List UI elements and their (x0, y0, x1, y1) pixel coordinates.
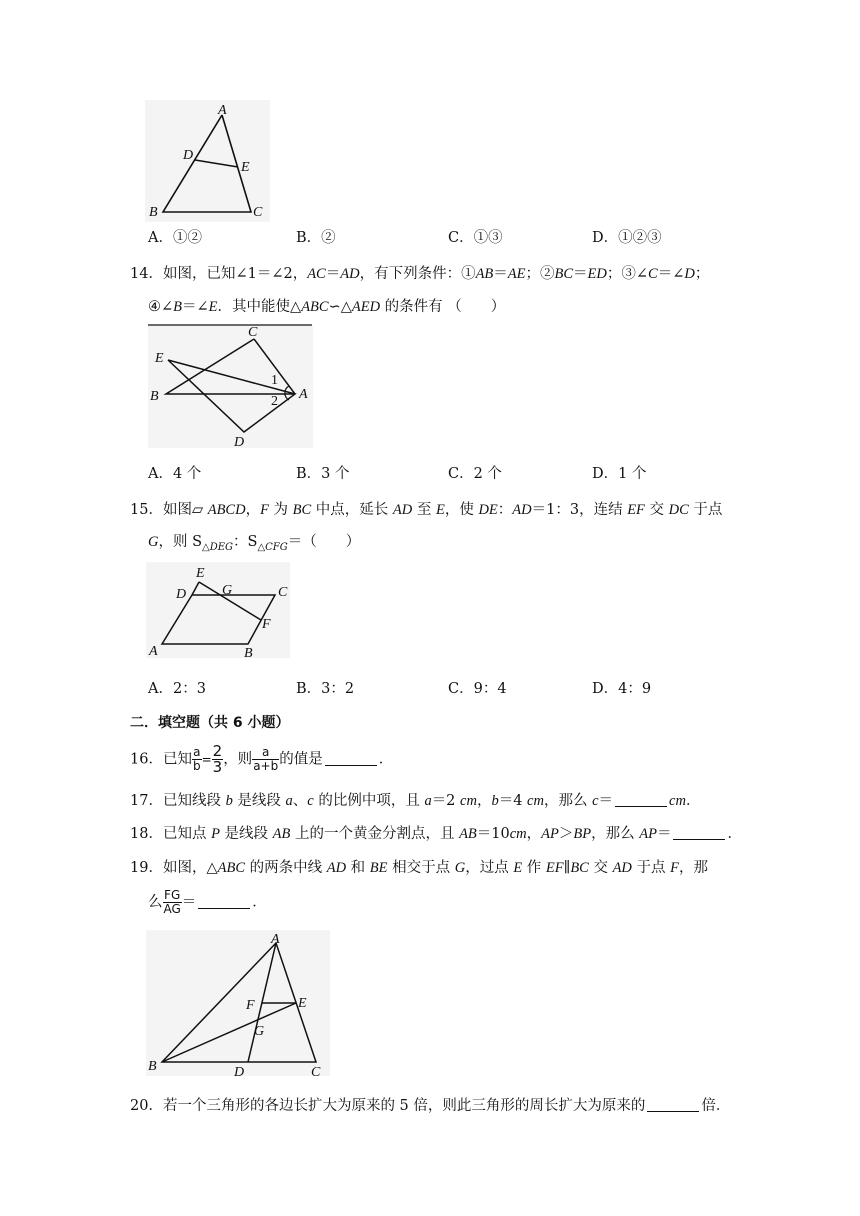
label-c: C (278, 585, 288, 600)
q18-var: AB (272, 826, 291, 842)
label-a: A (271, 932, 280, 947)
q17-unit: cm (669, 793, 686, 809)
q15-text: ，则 S (158, 534, 203, 550)
q14-var: AE (507, 266, 526, 282)
q14-line-1 (130, 262, 709, 283)
q14-var: D (684, 266, 695, 282)
q17-text: ． (685, 793, 701, 809)
q15-text: 为 (268, 502, 293, 518)
label-b: B (148, 1059, 157, 1074)
q18-answer-blank[interactable] (673, 825, 725, 840)
q14-var: AD (340, 266, 360, 282)
q15-text: ： (497, 502, 513, 518)
q18-text: ． (727, 826, 742, 842)
q14-text: ＝∠ (657, 266, 685, 282)
label-d: D (183, 148, 194, 163)
label-c: C (311, 1065, 321, 1078)
q17-var: b (491, 793, 499, 809)
figure-13-triangle (140, 100, 280, 222)
q16-number: 16． (130, 751, 163, 768)
q17-text: 已知线段 (162, 793, 226, 809)
q18-text: ，那么 (591, 826, 640, 842)
q17-answer-blank[interactable] (615, 792, 667, 807)
label-e: E (196, 566, 205, 581)
q17-text: ＝ (598, 793, 614, 809)
q14-text: ＝ (493, 266, 508, 282)
q16-line (130, 744, 393, 775)
q19-text: 如图，△ (162, 860, 218, 876)
q15-var: E (435, 502, 445, 518)
label-d: D (234, 1065, 245, 1078)
q14-text: ＝ (573, 266, 588, 282)
q18-text: ， (526, 826, 542, 842)
figure-13-background (145, 100, 270, 222)
q19-var: G (454, 860, 466, 876)
q13-option-b[interactable]: B．② (296, 230, 336, 246)
fraction-denominator: 3 (212, 758, 223, 776)
q18-text: ＝ (656, 826, 672, 842)
q14-var: B (173, 299, 183, 315)
q14-option-b[interactable]: B．3 个 (296, 466, 350, 482)
label-d: D (234, 435, 245, 450)
q14-text: ；② (525, 266, 555, 282)
q15-option-a[interactable]: A．2：3 (148, 681, 206, 697)
q20-number: 20． (130, 1098, 163, 1114)
q18-line (130, 822, 742, 843)
q18-number: 18． (130, 826, 163, 842)
q20-text: 倍． (701, 1098, 731, 1114)
q19-text: 交 (588, 860, 613, 876)
q16-equals: = (201, 752, 212, 767)
q15-var: EF (627, 502, 645, 518)
q16-text: ． (378, 751, 394, 768)
q15-var: AD (392, 502, 413, 518)
q15-var: AD (512, 502, 532, 518)
section-heading-fill-in: 二．填空题（共 6 小题） (130, 715, 290, 731)
fraction-denominator: b (192, 759, 201, 773)
q14-text: ，有下列条件：① (359, 266, 476, 282)
q19-var: EF (545, 860, 564, 876)
q18-text: 是线段 (219, 826, 273, 842)
q18-var: BP (573, 826, 592, 842)
q14-var: C (648, 266, 658, 282)
q16-text: 的值是 (279, 751, 323, 768)
label-f: F (262, 617, 271, 632)
q14-text: 的条件有 （ ） (380, 299, 506, 315)
q14-var: AED (351, 299, 381, 315)
q14-var: E (208, 299, 218, 315)
fraction-fg-over-ag (163, 889, 182, 916)
fraction-numerator: FG (164, 888, 181, 902)
q15-var: G (148, 534, 159, 550)
q18-text: 已知点 (162, 826, 212, 842)
q14-var: AC (307, 266, 326, 282)
q15-text: 于点 (688, 502, 723, 518)
q15-option-c[interactable]: C．9：4 (448, 681, 507, 697)
q14-text: 如图，已知∠1＝∠2， (162, 266, 308, 282)
label-c: C (248, 325, 258, 340)
q17-var: a (285, 793, 293, 809)
label-e: E (155, 351, 164, 366)
q19-line-2 (148, 889, 267, 916)
q19-var: AD (612, 860, 632, 876)
q14-text: ；③∠ (606, 266, 649, 282)
q17-var: c (592, 793, 599, 809)
q13-option-c[interactable]: C．①③ (448, 230, 503, 246)
q15-text: ，使 (444, 502, 479, 518)
q14-text: ．其中能使△ (217, 299, 302, 315)
q14-var: ABC (301, 299, 329, 315)
q14-option-a[interactable]: A．4 个 (148, 466, 202, 482)
q15-text: ：S (233, 534, 258, 550)
q15-number: 15． (130, 502, 163, 518)
q15-var: BC (292, 502, 312, 518)
q17-text: ， (476, 793, 492, 809)
label-g: G (254, 1024, 265, 1039)
q14-text: ＝∠ (182, 299, 209, 315)
q19-line-1 (130, 856, 708, 877)
q19-var: BE (369, 860, 388, 876)
q15-line-1 (130, 498, 722, 519)
q15-var: DC (668, 502, 689, 518)
label-a: A (149, 644, 158, 659)
q14-number: 14． (130, 266, 163, 282)
q20-text: 若一个三角形的各边长扩大为原来的 5 倍，则此三角形的周长扩大为原来的 (162, 1098, 646, 1114)
q19-text: ，过点 (465, 860, 514, 876)
q14-var: AB (475, 266, 494, 282)
figure-19-triangle-medians (140, 928, 335, 1078)
q17-text: 是线段 (232, 793, 286, 809)
fraction-2-over-3 (212, 744, 224, 775)
label-e: E (241, 160, 250, 175)
q14-text: ； (694, 266, 710, 282)
q19-text: 么 (148, 894, 163, 911)
q15-text: 至 (412, 502, 436, 518)
q19-answer-blank[interactable] (198, 894, 250, 909)
q15-var: ABCD (207, 502, 246, 518)
q15-var: F (260, 502, 269, 518)
fraction-numerator: a (193, 745, 201, 759)
q15-var: DE (478, 502, 498, 518)
label-e: E (298, 996, 307, 1011)
q15-text: 交 (644, 502, 669, 518)
q15-option-b[interactable]: B．3：2 (296, 681, 355, 697)
q20-answer-blank[interactable] (647, 1097, 699, 1112)
label-a: A (299, 387, 308, 402)
q16-text: ，则 (223, 751, 253, 768)
q19-text: ＝ (181, 894, 197, 911)
q15-text: 中点，延长 (311, 502, 393, 518)
label-c: C (253, 205, 263, 220)
q17-text: ，那么 (543, 793, 593, 809)
q19-text: 和 (346, 860, 370, 876)
q19-var: BC (570, 860, 589, 876)
label-g: G (222, 583, 233, 598)
q18-text: ＝10 (476, 826, 510, 842)
q15-text: 如图▱ (162, 502, 208, 518)
label-d: D (176, 587, 187, 602)
q15-subscript: △DEG (202, 542, 234, 553)
q15-text: ＝1：3，连结 (531, 502, 628, 518)
fraction-denominator: a+b (253, 759, 279, 773)
fraction-numerator: a (252, 746, 279, 760)
q19-var: AD (326, 860, 347, 876)
figure-15-parallelogram (140, 560, 295, 660)
q18-var: AB (459, 826, 477, 842)
q19-number: 19． (130, 860, 163, 876)
q17-text: ＝4 (498, 793, 528, 809)
q17-line (130, 789, 700, 810)
q14-option-d[interactable]: D．1 个 (592, 466, 647, 482)
fraction-numerator: 2 (212, 742, 223, 760)
label-angle-2: 2 (271, 394, 278, 409)
q14-option-c[interactable]: C．2 个 (448, 466, 502, 482)
label-b: B (150, 389, 159, 404)
q17-text: ＝2 (431, 793, 461, 809)
q18-text: ＞ (558, 826, 574, 842)
label-f: F (246, 998, 255, 1013)
q18-unit: cm (509, 826, 527, 842)
q18-var: P (211, 826, 220, 842)
fraction-a-over-a-plus-b (252, 746, 279, 773)
q13-option-a[interactable]: A．①② (148, 230, 202, 246)
q18-var: AP (639, 826, 657, 842)
q14-text: ④∠ (148, 299, 174, 315)
label-a: A (218, 103, 227, 118)
q17-var: b (225, 793, 233, 809)
label-angle-1: 1 (271, 373, 278, 388)
q15-line-2 (148, 530, 360, 553)
q19-text: 作 (522, 860, 546, 876)
q17-unit: cm (527, 793, 544, 809)
q19-text: 于点 (631, 860, 671, 876)
q19-text: 相交于点 (387, 860, 455, 876)
q20-line (130, 1094, 730, 1115)
q19-text: ∥ (563, 860, 571, 876)
q14-var: BC (554, 266, 574, 282)
q17-var: a (424, 793, 432, 809)
q19-var: E (513, 860, 523, 876)
label-b: B (149, 205, 158, 220)
q14-text: ＝ (325, 266, 341, 282)
q17-number: 17． (130, 793, 163, 809)
q14-var: ED (587, 266, 607, 282)
q19-text: ，那 (678, 860, 708, 876)
q13-option-d[interactable]: D．①②③ (592, 230, 662, 246)
q19-text: 的两条中线 (245, 860, 327, 876)
q19-var: F (670, 860, 679, 876)
q19-var: ABC (217, 860, 245, 876)
figure-14 (140, 322, 320, 450)
q14-text: ∽△ (328, 299, 352, 315)
q18-text: 上的一个黄金分割点，且 (290, 826, 460, 842)
fraction-a-over-b (192, 746, 202, 773)
q16-answer-blank[interactable] (325, 751, 377, 766)
q19-text: ． (252, 894, 267, 911)
q14-line-2 (148, 295, 505, 316)
q15-text: ＝（ ） (287, 534, 361, 550)
q15-text: ， (245, 502, 261, 518)
q15-subscript: △CFG (257, 542, 288, 553)
fraction-denominator: AG (163, 902, 181, 916)
q17-unit: cm (460, 793, 477, 809)
q17-text: 的比例中项，且 (313, 793, 425, 809)
label-b: B (244, 646, 253, 660)
q15-option-d[interactable]: D．4：9 (592, 681, 652, 697)
q17-text: 、 (292, 793, 308, 809)
q16-text: 已知 (162, 751, 192, 768)
q17-var: c (307, 793, 314, 809)
q18-var: AP (541, 826, 559, 842)
